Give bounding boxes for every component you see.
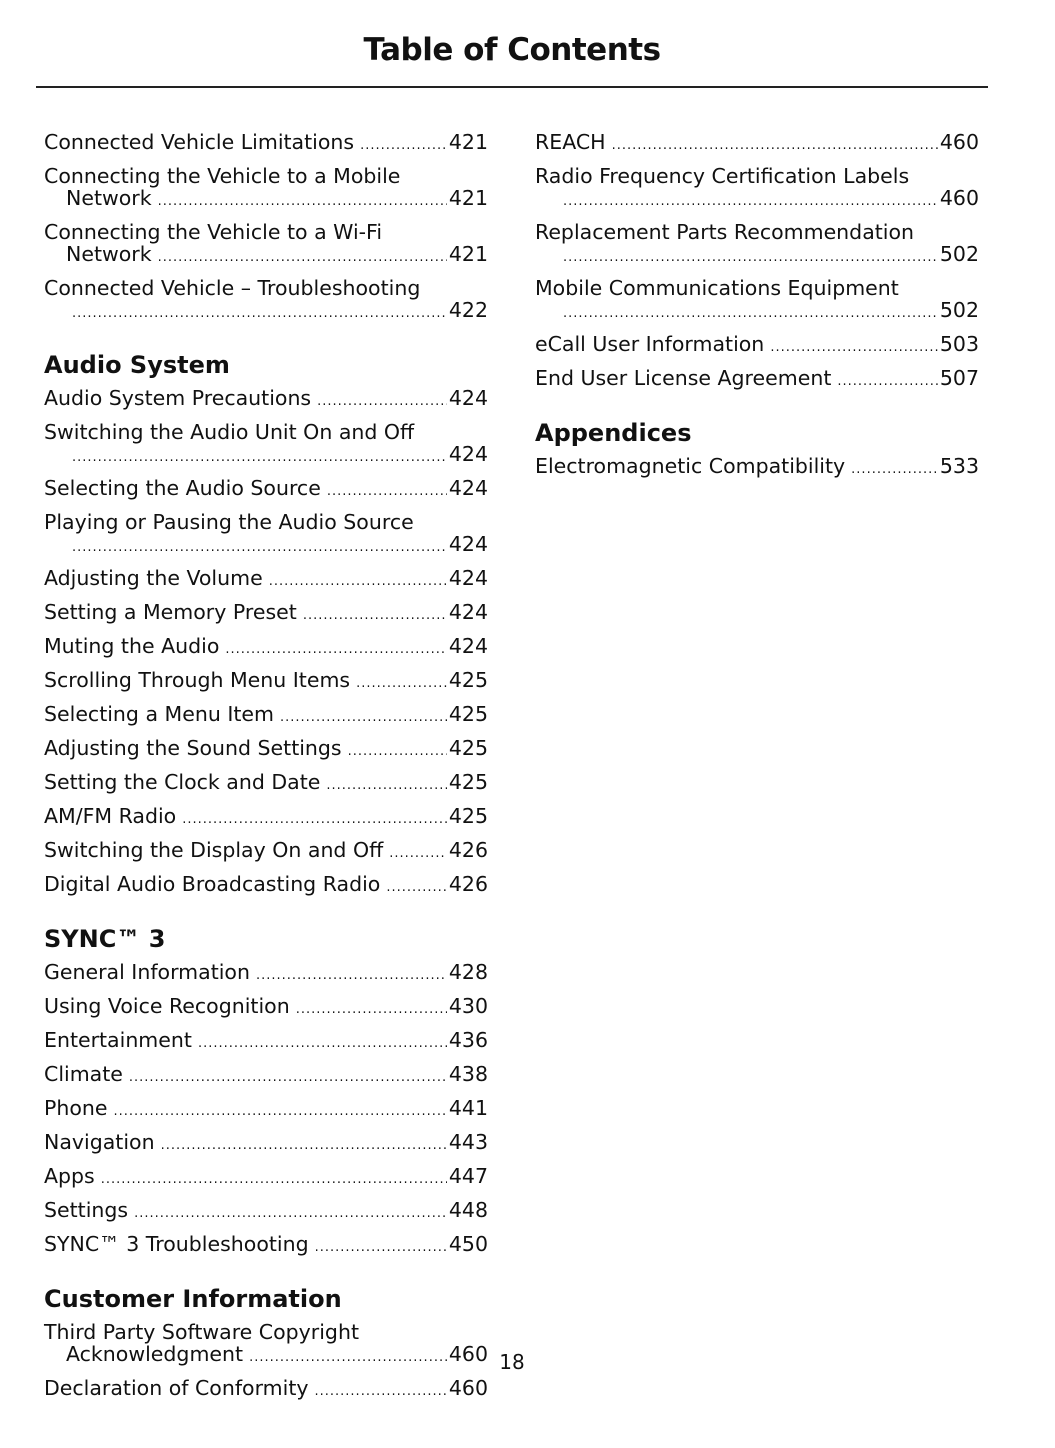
toc-entry-continuation [44, 533, 488, 559]
toc-entry-title: Mobile Communications Equipment [535, 276, 899, 300]
toc-entry[interactable] [44, 277, 488, 325]
dot-leader [563, 303, 938, 325]
toc-entry-title: Replacement Parts Recommendation [535, 220, 915, 244]
toc-entry-page: 424 [448, 600, 488, 624]
toc-entry-title: Adjusting the Volume [44, 566, 263, 590]
toc-entry-title: Scrolling Through Menu Items [44, 668, 351, 692]
dot-leader [198, 1033, 447, 1055]
toc-entry-title: Adjusting the Sound Settings [44, 736, 342, 760]
toc-entry-title: Third Party Software Copyright [44, 1320, 359, 1344]
toc-entry-page: 436 [448, 1028, 488, 1052]
toc-entry[interactable] [44, 805, 488, 831]
toc-entry-continuation [44, 187, 488, 213]
dot-leader [161, 1135, 447, 1157]
dot-leader [563, 247, 938, 269]
toc-entry-page: 502 [939, 242, 979, 266]
dot-leader [72, 447, 447, 469]
dot-leader [158, 191, 447, 213]
toc-entry-title: REACH [535, 130, 606, 154]
dot-leader [134, 1203, 447, 1225]
toc-entry[interactable] [535, 165, 979, 213]
toc-entry-page: 424 [448, 476, 488, 500]
dot-leader [612, 135, 938, 157]
toc-entry-title: AM/FM Radio [44, 804, 177, 828]
toc-entry-title: Radio Frequency Certification Labels [535, 164, 910, 188]
toc-entry[interactable] [44, 1233, 488, 1259]
toc-entry[interactable] [44, 771, 488, 797]
dot-leader [72, 303, 447, 325]
dot-leader [280, 707, 447, 729]
page-title: Table of Contents [363, 32, 661, 68]
dot-leader [360, 135, 447, 157]
dot-leader [851, 459, 938, 481]
toc-entry[interactable] [44, 567, 488, 593]
dot-leader [315, 1237, 447, 1259]
toc-entry[interactable] [44, 961, 488, 987]
toc-entry-page: 460 [939, 186, 979, 210]
toc-entry-page: 450 [448, 1232, 488, 1256]
toc-entry[interactable] [44, 1063, 488, 1089]
toc-entry-continuation [535, 299, 979, 325]
dot-leader [386, 877, 447, 899]
toc-entry-page: 533 [939, 454, 979, 478]
toc-entry[interactable] [535, 131, 979, 157]
toc-entry-title: Navigation [44, 1130, 155, 1154]
toc-entry-title: Apps [44, 1164, 95, 1188]
toc-entry[interactable] [44, 387, 488, 413]
toc-entry-continuation [44, 299, 488, 325]
toc-entry-page: 438 [448, 1062, 488, 1086]
toc-entry-page: 507 [939, 366, 979, 390]
toc-entry-continuation [535, 187, 979, 213]
dot-leader [114, 1101, 447, 1123]
dot-leader [101, 1169, 447, 1191]
left-column [44, 131, 488, 1411]
toc-entry[interactable] [535, 367, 979, 393]
dot-leader [129, 1067, 447, 1089]
toc-entry[interactable] [44, 131, 488, 157]
toc-entry-title: Declaration of Conformity [44, 1376, 309, 1400]
toc-entry[interactable] [535, 277, 979, 325]
toc-entry-continuation [44, 243, 488, 269]
toc-entry-title: Connected Vehicle – Troubleshooting [44, 276, 421, 300]
toc-entry-title-cont: Network [66, 242, 152, 266]
toc-entry-page: 503 [939, 332, 979, 356]
right-column [535, 131, 979, 489]
toc-entry-page: 447 [448, 1164, 488, 1188]
toc-entry[interactable] [44, 1199, 488, 1225]
toc-entry-title: Connecting the Vehicle to a Wi-Fi [44, 220, 383, 244]
toc-entry-page: 424 [448, 442, 488, 466]
toc-entry-page: 460 [448, 1342, 488, 1366]
dot-leader [269, 571, 447, 593]
toc-entry-page: 421 [448, 242, 488, 266]
toc-entry-page: 422 [448, 298, 488, 322]
toc-entry-title: Connecting the Vehicle to a Mobile [44, 164, 401, 188]
toc-entry-page: 421 [448, 186, 488, 210]
dot-leader [303, 605, 447, 627]
toc-entry-title: Entertainment [44, 1028, 192, 1052]
toc-entry-page: 424 [448, 634, 488, 658]
section-heading: Customer Information [44, 1285, 342, 1313]
dot-leader [72, 537, 447, 559]
page-number: 18 [499, 1350, 525, 1374]
toc-entry[interactable] [535, 455, 979, 481]
toc-entry-title: Phone [44, 1096, 108, 1120]
toc-entry-title: SYNC™ 3 Troubleshooting [44, 1232, 309, 1256]
toc-entry-title: Digital Audio Broadcasting Radio [44, 872, 381, 896]
toc-entry-page: 425 [448, 702, 488, 726]
toc-entry-page: 425 [448, 804, 488, 828]
toc-entry-page: 426 [448, 872, 488, 896]
toc-entry-title: Using Voice Recognition [44, 994, 290, 1018]
toc-entry-title: Playing or Pausing the Audio Source [44, 510, 414, 534]
toc-entry[interactable] [44, 511, 488, 559]
dot-leader [296, 999, 447, 1021]
toc-entry-title: Selecting the Audio Source [44, 476, 321, 500]
dot-leader [348, 741, 447, 763]
toc-entry-continuation [44, 443, 488, 469]
toc-entry-title: Connected Vehicle Limitations [44, 130, 355, 154]
toc-entry-page: 424 [448, 386, 488, 410]
toc-entry[interactable] [44, 1097, 488, 1123]
dot-leader [225, 639, 446, 661]
toc-entry-page: 460 [448, 1376, 488, 1400]
toc-entry[interactable] [44, 477, 488, 503]
dot-leader [256, 965, 447, 987]
toc-entry-title: Climate [44, 1062, 123, 1086]
toc-entry[interactable] [44, 737, 488, 763]
dot-leader [563, 191, 938, 213]
toc-entry[interactable] [44, 995, 488, 1021]
toc-entry-page: 428 [448, 960, 488, 984]
toc-entry-page: 448 [448, 1198, 488, 1222]
dot-leader [389, 843, 447, 865]
toc-entry-page: 426 [448, 838, 488, 862]
dot-leader [770, 337, 938, 359]
toc-entry[interactable] [535, 333, 979, 359]
toc-entry[interactable] [44, 703, 488, 729]
toc-entry-title: Setting the Clock and Date [44, 770, 321, 794]
title-divider [36, 86, 988, 88]
dot-leader [837, 371, 937, 393]
toc-entry-page: 430 [448, 994, 488, 1018]
toc-entry-title-cont: Network [66, 186, 152, 210]
toc-entry-title: Setting a Memory Preset [44, 600, 297, 624]
toc-entry-page: 425 [448, 668, 488, 692]
toc-entry-page: 424 [448, 566, 488, 590]
toc-entry[interactable] [44, 669, 488, 695]
toc-entry-page: 443 [448, 1130, 488, 1154]
toc-entry[interactable] [44, 1377, 488, 1403]
toc-entry[interactable] [535, 221, 979, 269]
toc-entry[interactable] [44, 165, 488, 213]
toc-entry-title: Muting the Audio [44, 634, 220, 658]
toc-entry[interactable] [44, 601, 488, 627]
toc-entry-continuation [535, 243, 979, 269]
toc-entry-page: 421 [448, 130, 488, 154]
dot-leader [326, 775, 446, 797]
toc-entry[interactable] [44, 873, 488, 899]
dot-leader [356, 673, 447, 695]
toc-entry-title: Electromagnetic Compatibility [535, 454, 846, 478]
section-heading: Appendices [535, 419, 692, 447]
toc-entry[interactable] [44, 1029, 488, 1055]
dot-leader [327, 481, 447, 503]
toc-entry-title: End User License Agreement [535, 366, 832, 390]
section-heading: SYNC™ 3 [44, 925, 166, 953]
dot-leader [317, 391, 447, 413]
toc-entry[interactable] [44, 421, 488, 469]
toc-entry[interactable] [44, 1165, 488, 1191]
toc-entry-page: 425 [448, 770, 488, 794]
toc-entry[interactable] [44, 635, 488, 661]
dot-leader [158, 247, 447, 269]
dot-leader [315, 1381, 447, 1403]
toc-entry-page: 502 [939, 298, 979, 322]
toc-entry-title-cont: Acknowledgment [66, 1342, 244, 1366]
toc-entry-title: Switching the Display On and Off [44, 838, 384, 862]
toc-entry-title: General Information [44, 960, 250, 984]
dot-leader [182, 809, 447, 831]
toc-entry-title: eCall User Information [535, 332, 765, 356]
toc-entry-page: 460 [939, 130, 979, 154]
toc-entry-title: Selecting a Menu Item [44, 702, 275, 726]
toc-entry[interactable] [44, 839, 488, 865]
toc-entry-page: 441 [448, 1096, 488, 1120]
toc-entry-page: 425 [448, 736, 488, 760]
toc-entry-title: Settings [44, 1198, 129, 1222]
toc-entry[interactable] [44, 1131, 488, 1157]
toc-entry-page: 424 [448, 532, 488, 556]
toc-entry-title: Audio System Precautions [44, 386, 312, 410]
section-heading: Audio System [44, 351, 230, 379]
toc-entry-title: Switching the Audio Unit On and Off [44, 420, 415, 444]
toc-entry[interactable] [44, 221, 488, 269]
